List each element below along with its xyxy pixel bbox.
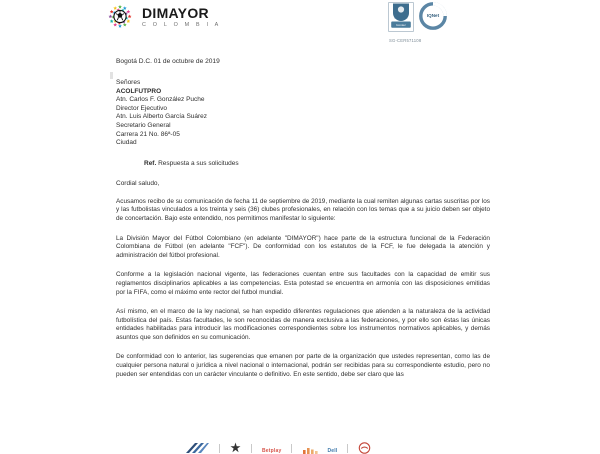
reference-label: Ref.: [144, 160, 156, 167]
addressee-line: Director Ejecutivo: [116, 105, 490, 114]
svg-text:ISO 9001: ISO 9001: [394, 15, 407, 19]
svg-text:IQNet: IQNet: [427, 13, 440, 18]
body-paragraph: De conformidad con lo anterior, las sugerencias que emanen por parte de la organización que ustedes representan, como las de cualquier persona natural o jurídica a nivel nacional o internacional, podrán ser recibidas para su correspondiente estudio, pero no pueden ser entendidas con un carácter vinculante o definitivo. En este sentido, debe ser claro que las: [116, 353, 490, 379]
date-line: Bogotá D.C. 01 de octubre de 2019: [116, 58, 490, 65]
greeting: Cordial saludo,: [116, 180, 490, 187]
dimayor-wordmark: [142, 6, 221, 28]
svg-text:Icontec: Icontec: [396, 23, 406, 27]
addressee-block: [116, 79, 490, 148]
sponsor-separator: [251, 444, 252, 453]
addressee-line: Carrera 21 No. 86ª-05: [116, 131, 490, 140]
iso-9001-icontec-badge: [388, 2, 414, 32]
reference-text: Respuesta a sus solicitudes: [158, 160, 239, 167]
logo-brand-text: DIMAYOR: [142, 6, 221, 20]
body-paragraph: Así mismo, en el marco de la ley nacional, se han expedido diferentes regulaciones que atienden a la naturaleza de la actividad futbolística del país. Estas facultades, le son reconocidas de manera exclusiva a las federaciones, y por ello son éstas las únicas entidades habilitadas para introducir las modificaciones correspondientes sobre los instrumentos normativos aplicables, y demás asuntos que son definidos en su comunicación.: [116, 308, 490, 342]
addressee-organization: ACOLFUTPRO: [116, 88, 490, 97]
betplay-sponsor-logo: [262, 440, 281, 454]
sponsor-separator: [291, 444, 292, 453]
addressee-line: Ciudad: [116, 139, 490, 148]
sponsor-row: [185, 440, 371, 454]
addressee-line: Atn. Carlos F. González Puche: [116, 96, 490, 105]
body-paragraph: La División Mayor del Fútbol Colombiano (en adelante "DIMAYOR") hace parte de la estructura funcional de la Federación Colombiana de Fútbol (en adelante "FCF"). De conformidad con los estatutos de la FCF, le fue delegada la atención y administración del fútbol profesional.: [116, 235, 490, 261]
footer-sponsor-strip: [0, 434, 600, 450]
body-paragraph: Acusamos recibo de su comunicación de fecha 11 de septiembre de 2019, mediante la cual remiten algunas cartas suscritas por los y las futbolistas vinculados a los treinta y seis (36) clubes profesionales, en relación con los temas que a su juicio deben ser objeto de concertación. Bajo este entendido, nos permitimos manifestar lo siguiente:: [116, 198, 490, 224]
certification-badges: [388, 2, 447, 32]
logo-subtitle-text: C O L O M B I A: [142, 23, 221, 28]
letterhead: [0, 0, 600, 52]
letter-body: [116, 58, 490, 390]
addressee-line: Atn. Luis Alberto García Suárez: [116, 113, 490, 122]
addressee-line: Secretario General: [116, 122, 490, 131]
sponsor-separator: [347, 444, 348, 453]
bars-sponsor-logo: [302, 440, 320, 454]
circular-sponsor-logo: [358, 440, 371, 454]
body-paragraph: Conforme a la legislación nacional vigente, las federaciones cuentan entre sus facultades con la capacidad de emitir sus reglamentos disciplinarios aplicables a las competencias. Esta potestad se encuentra en armonía con las disposiciones emitidas por la FIFA, como el máximo ente rector del futbol mundial.: [116, 271, 490, 297]
betplay-sponsor-label: Betplay: [262, 449, 281, 454]
star-sponsor-logo: [230, 440, 241, 454]
addressee-salutation: Señores: [116, 79, 490, 88]
dimayor-star-ring-soccer-ball-logo: [104, 2, 136, 32]
dell-sponsor-label: Dell: [327, 449, 337, 454]
margin-mark: [110, 72, 113, 79]
sponsor-separator: [219, 444, 220, 453]
certificate-code: SG-CER571108: [389, 38, 421, 43]
iqnet-badge: [419, 2, 447, 30]
reference-line: [144, 160, 490, 167]
dimayor-logo: [104, 2, 221, 32]
stadium-sponsor-logo: [185, 440, 209, 454]
dell-sponsor-logo: [327, 440, 337, 454]
